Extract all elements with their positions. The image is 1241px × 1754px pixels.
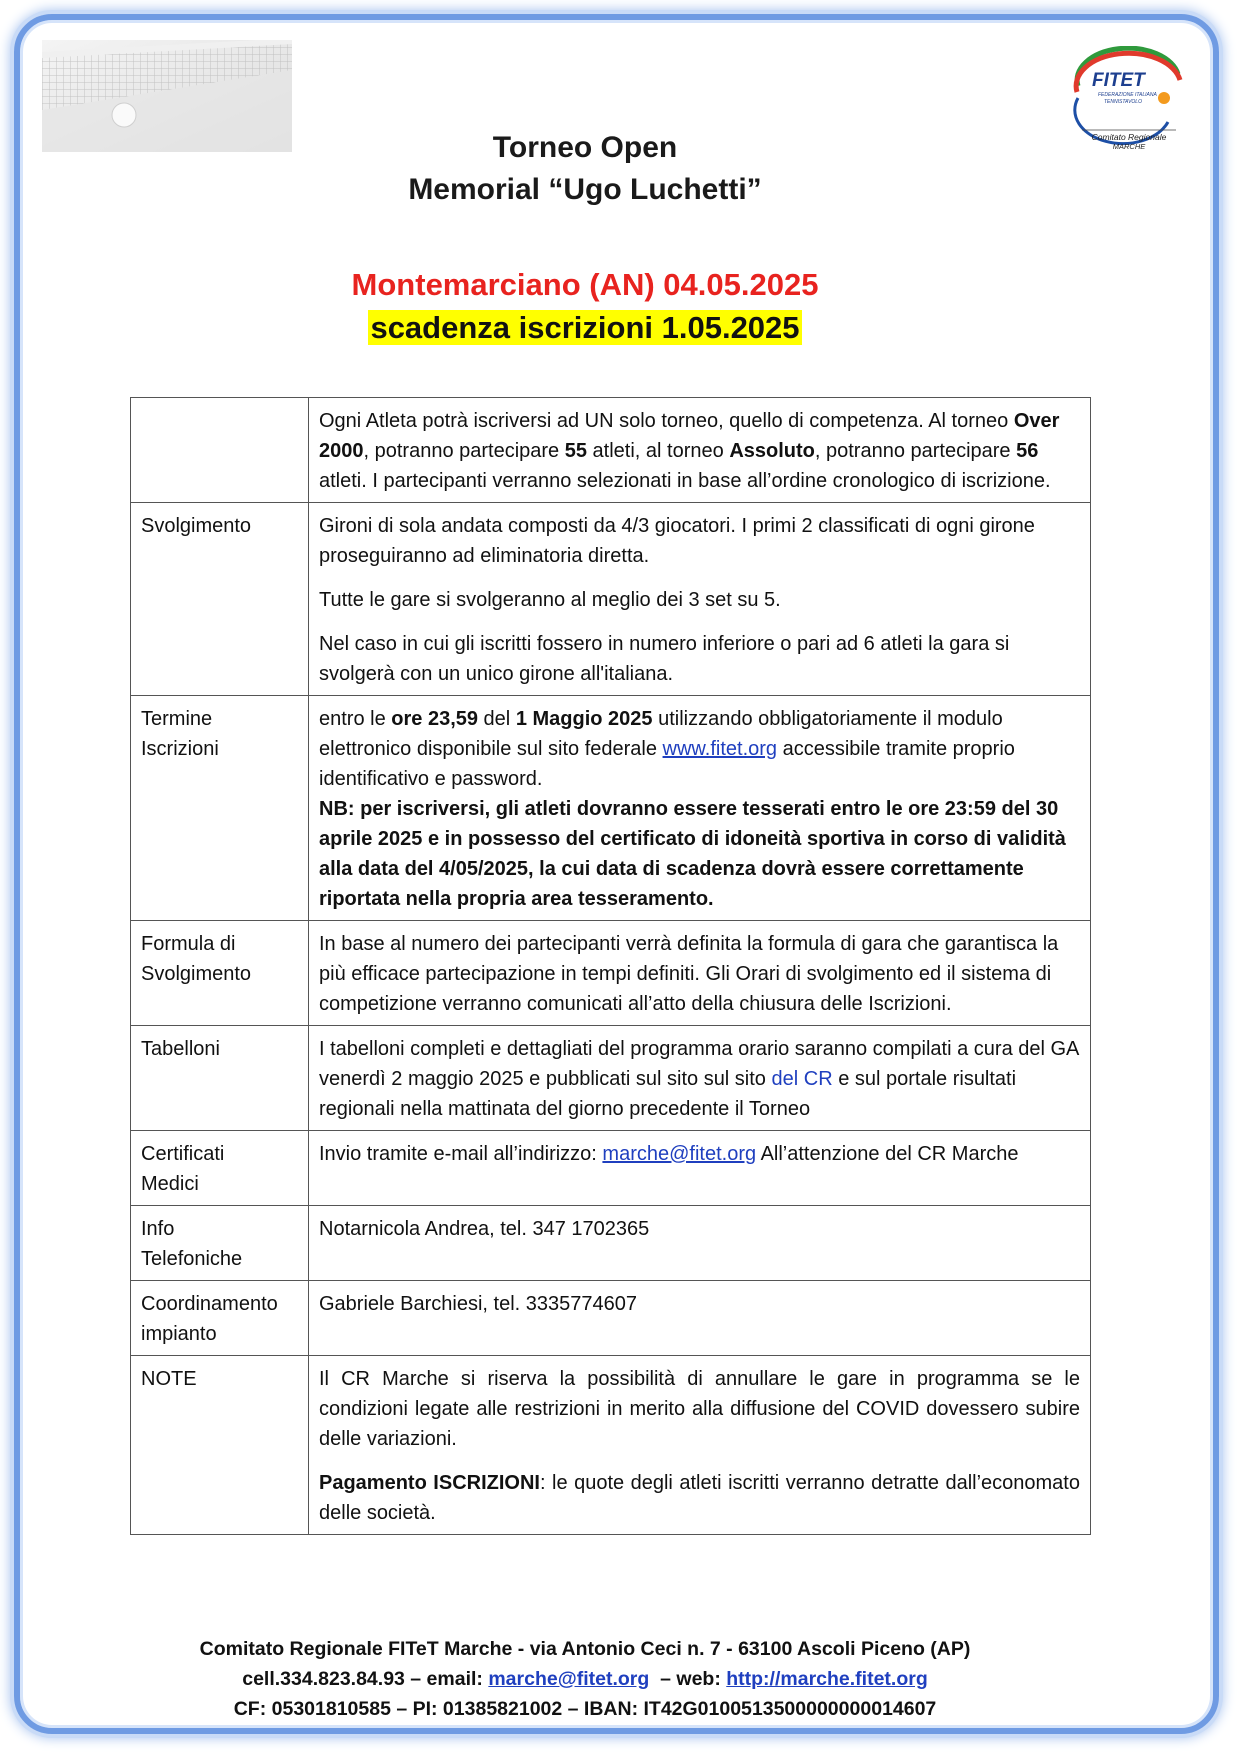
- bold-text: Assoluto: [729, 440, 815, 462]
- row-content: [309, 696, 1091, 921]
- row-label: Svolgimento: [131, 503, 309, 696]
- text: Tutte le gare si svolgeranno al meglio dei 3 set su 5.: [319, 589, 781, 611]
- text: accessibile tramite proprio identificativo e password.: [319, 738, 1015, 790]
- footer: [0, 1634, 1170, 1724]
- row-content: [309, 1281, 1091, 1356]
- footer-email-link[interactable]: marche@fitet.org: [488, 1668, 650, 1690]
- text: I tabelloni completi e dettagliati del programma orario saranno compilati a cura del GA venerdì 2 maggio 2025 e pubblicati sul sito sul sito: [319, 1038, 1079, 1090]
- logo-committee: Comitato Regionale: [1091, 132, 1167, 142]
- bold-text: 1 Maggio 2025: [515, 708, 653, 730]
- paragraph: [319, 929, 1080, 1019]
- row-label: Coordinamento impianto: [131, 1281, 309, 1356]
- text: entro le: [319, 708, 392, 730]
- paragraph: [319, 1364, 1080, 1454]
- text: Invio tramite e-mail all’indirizzo:: [319, 1143, 603, 1165]
- row-content: [309, 921, 1091, 1026]
- paragraph: [319, 406, 1080, 496]
- bold-text: Over 2000: [319, 410, 1060, 462]
- text: atleti, al torneo: [587, 440, 730, 462]
- text: Il CR Marche si riserva la possibilità di annullare le gare in programma se le condizioni legate alle restrizioni in merito alla diffusione del COVID dovessero subire delle variazioni.: [319, 1368, 1080, 1450]
- table-row: [131, 1206, 1091, 1281]
- footer-web-label: – web:: [649, 1668, 727, 1690]
- row-content: [309, 503, 1091, 696]
- title-line-1: Torneo Open: [492, 131, 678, 164]
- page-title: [0, 127, 1170, 211]
- row-label: [131, 398, 309, 503]
- bold-text: ore 23,59: [391, 708, 478, 730]
- text: e sul portale risultati regionali nella mattinata del giorno precedente il Torneo: [319, 1068, 1017, 1120]
- table-row: [131, 1281, 1091, 1356]
- text: utilizzando obbligatoriamente il modulo elettronico disponibile sul sito federale: [319, 708, 1003, 760]
- text: atleti. I partecipanti verranno selezionati in base all’ordine cronologico di iscrizione.: [319, 470, 1051, 492]
- table-row: [131, 1026, 1091, 1131]
- table-row: [131, 398, 1091, 503]
- bold-text: NB: per iscriversi, gli atleti dovranno essere tesserati entro le ore 23:59 del 30 aprile 2025 e in possesso del certificato di idoneità sportiva in corso di validità alla data del 4/05/2025, la cui data di scadenza dovrà essere correttamente riportata nella propria area tesseramento.: [319, 798, 1066, 910]
- paragraph: [319, 1139, 1080, 1169]
- row-content: [309, 1206, 1091, 1281]
- link[interactable]: www.fitet.org: [662, 738, 778, 760]
- text: Gabriele Barchiesi, tel. 3335774607: [319, 1293, 637, 1315]
- bold-text: 55: [564, 440, 587, 462]
- row-label: NOTE: [131, 1356, 309, 1535]
- text: : le quote degli atleti iscritti verranno detratte dall’economato delle società.: [319, 1472, 1080, 1524]
- logo-region: MARCHE: [1112, 142, 1146, 151]
- footer-contacts: [0, 1664, 1170, 1694]
- row-content: [309, 1131, 1091, 1206]
- text: del: [478, 708, 516, 730]
- registration-deadline: scadenza iscrizioni 1.05.2025: [370, 310, 800, 345]
- paragraph: [319, 1214, 1080, 1244]
- text: Notarnicola Andrea, tel. 347 1702365: [319, 1218, 650, 1240]
- paragraph: [319, 1289, 1080, 1319]
- row-content: [309, 1356, 1091, 1535]
- text: In base al numero dei partecipanti verrà definita la formula di gara che garantisca la più efficace partecipazione in tempi definiti. Gli Orari di svolgimento ed il sistema di competizione verranno comunicati all’atto della chiusura delle Iscrizioni.: [319, 933, 1059, 1015]
- logo-name: FITET: [1092, 70, 1145, 91]
- table-row: [131, 696, 1091, 921]
- row-label: Formula di Svolgimento: [131, 921, 309, 1026]
- paragraph: [319, 629, 1080, 689]
- bold-text: Pagamento ISCRIZIONI: [319, 1472, 540, 1494]
- blue-link-text[interactable]: del CR: [771, 1068, 833, 1090]
- paragraph: [319, 585, 1080, 615]
- text: Gironi di sola andata composti da 4/3 giocatori. I primi 2 classificati di ogni girone proseguiranno ad eliminatoria diretta.: [319, 515, 1035, 567]
- title-line-2: Memorial “Ugo Luchetti”: [408, 173, 762, 206]
- table-row: [131, 503, 1091, 696]
- footer-address: Comitato Regionale FITeT Marche - via Antonio Ceci n. 7 - 63100 Ascoli Piceno (AP): [199, 1638, 971, 1660]
- paragraph: [319, 1034, 1080, 1124]
- paragraph: [319, 511, 1080, 571]
- row-label: Certificati Medici: [131, 1131, 309, 1206]
- table-row: [131, 921, 1091, 1026]
- footer-web-link[interactable]: http://marche.fitet.org: [726, 1668, 928, 1690]
- link[interactable]: marche@fitet.org: [602, 1143, 757, 1165]
- row-label: Tabelloni: [131, 1026, 309, 1131]
- tournament-info-table: [130, 397, 1091, 1535]
- row-content: [309, 1026, 1091, 1131]
- row-label: Termine Iscrizioni: [131, 696, 309, 921]
- event-place-date: Montemarciano (AN) 04.05.2025: [351, 267, 819, 302]
- paragraph: [319, 704, 1080, 914]
- text: , potranno partecipare: [814, 440, 1017, 462]
- event-info: [0, 262, 1170, 348]
- footer-tax-info: CF: 05301810585 – PI: 01385821002 – IBAN: IT42G0100513500000000014607: [233, 1698, 937, 1720]
- footer-phone: cell.334.823.84.93 – email:: [242, 1668, 489, 1690]
- text: Ogni Atleta potrà iscriversi ad UN solo torneo, quello di competenza. Al torneo: [319, 410, 1014, 432]
- logo-subtitle-1: FEDERAZIONE ITALIANA: [1098, 92, 1157, 98]
- paragraph: [319, 1468, 1080, 1528]
- bold-text: 56: [1016, 440, 1039, 462]
- text: , potranno partecipare: [363, 440, 565, 462]
- row-label: Info Telefoniche: [131, 1206, 309, 1281]
- table-row: [131, 1356, 1091, 1535]
- logo-subtitle-2: TENNISTAVOLO: [1104, 99, 1142, 105]
- text: All’attenzione del CR Marche: [756, 1143, 1019, 1165]
- row-content: [309, 398, 1091, 503]
- text: Nel caso in cui gli iscritti fossero in numero inferiore o pari ad 6 atleti la gara si svolgerà con un unico girone all'italiana.: [319, 633, 1010, 685]
- table-row: [131, 1131, 1091, 1206]
